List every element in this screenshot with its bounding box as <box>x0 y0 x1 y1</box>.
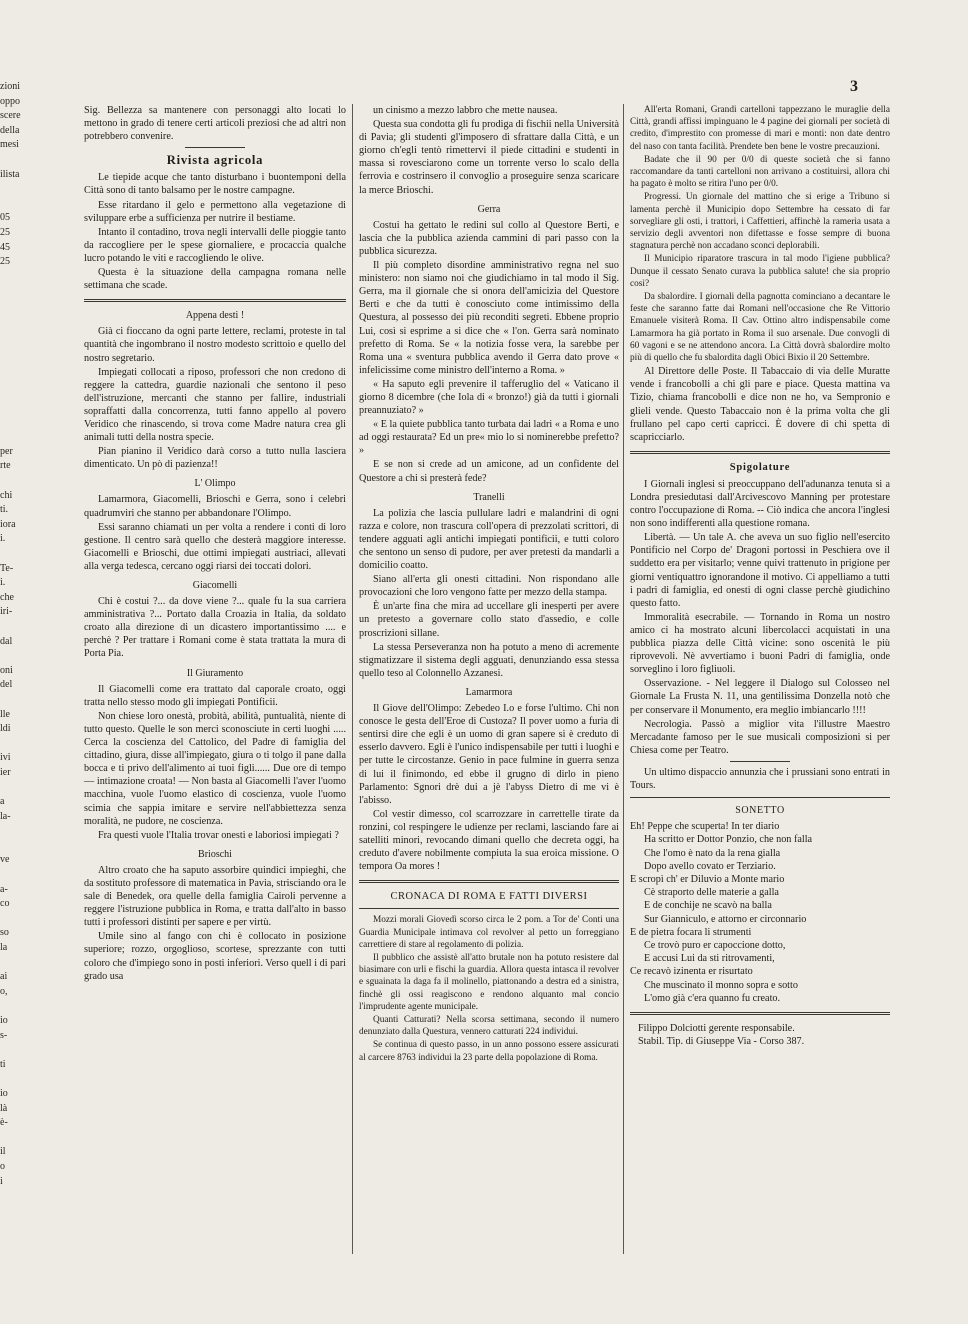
fragment-line: mesi <box>0 139 19 151</box>
paragraph: La stessa Perseveranza non ha potuto a meno di acremente stigmatizzare il sistema degli agguati, denunziando essa stessa quello teso al Colonnello Azzanesi. <box>359 641 619 679</box>
fragment-line <box>0 299 34 314</box>
paragraph: Immoralità esecrabile. — Tornando in Roma un nostro amico ci ha mostrato alcuni libercolacci acquistati in una pubblica piazza delle Città vicine: sono oscenità le più riprovevoli. Nè avvertiamo i buoni Padri di famiglia, onde sorveglino i loro figliuoli. <box>630 611 890 676</box>
giacomelli-body <box>84 595 346 660</box>
fragment-line <box>0 999 34 1014</box>
paragraph: Quanti Catturati? Nella scorsa settimana, secondo il numero denunziato dalla Questura, vennero catturati 224 individui. <box>359 1014 619 1038</box>
continued-brioschi-body <box>359 104 619 197</box>
column-rule <box>623 104 624 1254</box>
fragment-line: so <box>0 927 9 939</box>
fragment-line <box>0 839 34 854</box>
fragment-line: Te- <box>0 562 14 574</box>
fragment-line <box>0 956 34 971</box>
paragraph: Lamarmora, Giacomelli, Brioschi e Gerra, sono i celebri quadrumviri che stanno per abbandonare l'Olimpo. <box>84 494 346 519</box>
paragraph: È un'arte fina che mira ad uccellare gli inesperti per avere un pretesto a governare collo stato d'assedio, e colle proscrizioni sillane. <box>359 601 619 639</box>
progressi-paragraph: Progressi. Un giornale del mattino che si erige a Tribuno si lamenta perchè il Municipio dopo Settembre ha cessato di far sorvegliare gli osti, i trattori, i Caffettieri, affinchè la ramerìa usata a servizio degli avventori non difettasse e fosse sempre di buona stagnatura perchè non accadano sconci deplorabili. <box>630 192 890 252</box>
paragraph: Questa è la situazione della campagna romana nelle settimana che scade. <box>84 267 346 292</box>
fragment-line <box>0 357 34 372</box>
fragment-line: a <box>0 796 5 808</box>
divider <box>630 797 890 798</box>
fragment-line: s- <box>0 1029 8 1041</box>
fragment-line <box>0 372 34 387</box>
article-title-appena-desti: Appena desti ! <box>185 310 245 322</box>
giuramento-body <box>84 683 346 842</box>
continued-article-text: Sig. Bellezza sa mantenere con personaggi alto locati lo mettono in grado di tenere certi articoli preziosi che ad altri non potrebbero convenire. <box>84 105 346 143</box>
fragment-line: della <box>0 124 20 136</box>
paragraph: Libertà. — Un tale A. che aveva un suo figlio nell'esercito Pontificio nel Corpo de' Dragoni portossi in Peschiera ove il suddetto era per visitarlo; venne quivi trattenuto in prigione per giorni ventiquattro ignorandone il motivo. Ci appelliamo a tutti i padri di famiglia, ed onesti di ogni classe perchè giudichino questo fatto. <box>630 532 890 609</box>
sbalordire-paragraph: Da sbalordire. I giornali della pagnotta cominciano a decantare le feste che saranno fatte dai Romani nell'occasione che Re Vittorio Emanuele visiterà Roma. Il Cav. Ottino altro indispensabile come Lamarmora ha già portato in Roma il suo arsenale. Due convogli di 60 vagoni e se ne attendono ancora. La Città dovrà sbalordire molto più di quello che fu sbalordita dagli Obici Bixio il 20 Settembre. <box>630 292 890 364</box>
paragraph: E se non si crede ad un amicone, ad un confidente del Questore a chi si presterà fede? <box>359 459 619 484</box>
fragment-line <box>0 474 34 489</box>
fragment-line <box>0 401 34 416</box>
tranelli-body <box>359 507 619 680</box>
paragraph: Osservazione. - Nel leggere il Dialogo sul Colosseo nel Giornale La Frusta N. 11, una gentilissima Donzella notò che per conservare il Monumento, era meglio imbiancarlo !!!! <box>630 678 890 716</box>
fragment-line: del <box>0 679 13 691</box>
fragment-line: 05 <box>0 212 10 224</box>
fragment-line <box>0 314 34 329</box>
divider <box>359 880 619 883</box>
fragment-line <box>0 386 34 401</box>
fragment-line <box>0 1043 34 1058</box>
lamarmora-body <box>359 702 619 873</box>
fragment-line: i <box>0 1175 3 1187</box>
poem-line: E de conchije ne scavò na balla <box>644 900 772 912</box>
dispaccio-paragraph: Un ultimo dispaccio annunzia che i prussiani sono entrati in Tours. <box>630 766 890 791</box>
column-3 <box>630 104 890 1048</box>
poem-line: Che muscinato il monno sopra e sotto <box>644 979 798 991</box>
appena-body <box>84 325 346 471</box>
fragment-line: ldi <box>0 723 11 735</box>
fragment-line <box>0 912 34 927</box>
adjacent-page-fragments <box>0 80 34 1320</box>
divider <box>730 761 790 762</box>
fragment-line: oni <box>0 664 13 676</box>
article-title-giacomelli: Giacomelli <box>192 580 238 591</box>
fragment-line <box>0 328 34 343</box>
fragment-line: ve <box>0 854 10 866</box>
paragraph: Il Giacomelli come era trattato dal caporale croato, oggi tratta nello stesso modo gli impiegati Pontificii. <box>84 683 346 708</box>
paragraph: Col vestir dimesso, col scarrozzare in carrettelle tirate da ronzini, col respingere le udienze per reclami, lasciando fare ai satelliti minori, revocando dimani quello che decreta oggi, ha creduto d'avere nobilmente compiuta la sua eroica missione. O tempora Oa mores ! <box>359 808 619 873</box>
poem-line: Eh! Peppe che scuperta! In ter diario <box>630 821 780 833</box>
fragment-line <box>0 868 34 883</box>
poem-line: Ce trovò puro er capoccione dotto, <box>644 940 786 951</box>
paragraph: Badate che il 90 per 0/0 di queste società che si fanno raccomandare da tanti cartelloni non arrivano a costituirsi, allora chi ha pagato è molto se ritira l'uno per 0/0. <box>630 154 890 190</box>
fragment-line <box>0 343 34 358</box>
poem-line: Ha scritto er Dottor Ponzio, che non falla <box>644 834 813 846</box>
paragraph: Essi saranno chiamati un per volta a rendere i conti di loro gestione. Il centro sarà quello che desterà maggiore interesse. Giacomelli e Brioschi, due ottimi impiegati austriaci, allevati alla verga tedesca, cercano oggi riarsi dei toccati dolori. <box>84 521 346 572</box>
paragraph: Necrologia. Passò a miglior vita l'illustre Maestro Mercadante famoso per le sue musicali composizioni si per Chiesa come per Teatro. <box>630 718 890 756</box>
tipografia-line: Stabil. Tip. di Giuseppe Via - Corso 387. <box>638 1036 805 1048</box>
paragraph: Mozzi morali Giovedì scorso circa le 2 pom. a Tor de' Conti una Guardia Municipale intimava col revolver al petto un forreggiano carrettiere di stare al regolamento di polizia. <box>359 915 619 950</box>
paragraph: Le tiepide acque che tanto disturbano i buontemponi della Città sono di tanto balsamo per le nostre campagne. <box>84 172 346 197</box>
fragment-line <box>0 182 34 197</box>
paragraph: un cinismo a mezzo labbro che mette nausea. <box>373 105 558 116</box>
divider <box>630 451 890 454</box>
paragraph: « Ha saputo egli prevenire il tafferuglio del « Vaticano il giorno 8 dicembre (che Iola di « bronzo!) già da tutti i giornali preannuziato? » <box>359 378 619 417</box>
fragment-line <box>0 649 34 664</box>
fragment-line: co <box>0 898 10 910</box>
fragment-line <box>0 197 34 212</box>
fragment-line: la <box>0 942 8 954</box>
paragraph: Altro croato che ha saputo assorbire quindici impieghi, che da sostituto professore di matematica in Pavia, strisciando ora le sale di Benedek, ora quelle della famiglia Cairoli pervenne a reggere l'istruzione pubblica in Roma, e tratta dall'alto in basso tutti i professori distinti per sapere e per virtù. <box>84 864 346 929</box>
poem-line: E scropì ch' er Diluvio a Monte mario <box>630 873 785 885</box>
paragraph: All'erta Romani, Grandi cartelloni tappezzano le muraglie della Città, grandi affissi impinguano le 4 pagine dei giornali per società di credito, d'imprestito con promesse di mari e monti: non date dentro del naso con tanta facilità. Prendete ben bene le vostre precauzioni. <box>630 105 890 152</box>
column-rule <box>352 104 353 1254</box>
sonetto-body <box>630 820 890 1005</box>
fragment-line: a- <box>0 883 8 895</box>
divider <box>84 299 346 302</box>
fragment-line: dal <box>0 635 13 647</box>
fragment-line: la- <box>0 810 11 822</box>
fragment-line <box>0 153 34 168</box>
fragment-line <box>0 270 34 285</box>
paragraph: Questa sua condotta gli fu prodiga di fischii nella Università di Pavia; gli studenti gl'imposero di sfrattare dalla Città, e un giorno ch'egli tentò rimettervi il piede cittadini e studenti in massa si rovesciarono come un torrente verso lo scalo della ferrovia e costrinsero il convoglio a proseguire senza scaricare la merce Brioschi. <box>359 119 619 196</box>
paragraph: Esse ritardano il gelo e permettono alla vegetazione di sviluppare erbe a sufficienza per nutrire il bestiame. <box>84 199 346 224</box>
column-1 <box>84 104 346 984</box>
fragment-line: io <box>0 1087 8 1099</box>
article-title-gerra: Gerra <box>477 203 501 215</box>
column-2 <box>359 104 619 1065</box>
municipio-paragraph: Il Municipio riparatore trascura in tal modo l'igiene pubblica? Dunque il cessato Senato curava la pubblica salute! che sia proprio così? <box>630 254 890 289</box>
fragment-line <box>0 416 34 431</box>
fragment-line: chi <box>0 489 13 501</box>
fragment-line: è- <box>0 1117 8 1129</box>
fragment-line: il <box>0 1146 6 1158</box>
fragment-line <box>0 824 34 839</box>
paragraph: Il pubblico che assistè all'atto brutale non ha potuto resistere dal biasimare con urli e fischi la guardia. Allora questa intasca il revolver e sguainata la daga fa il molinello, piattonando a destra ed a sinistra, finchè gli ossi reagiscono e rendono alquanto mal concio l'imprudente agente municipale. <box>359 952 619 1012</box>
article-title-brioschi: Brioschi <box>198 848 232 860</box>
fragment-line <box>0 620 34 635</box>
fragment-line: che <box>0 591 14 603</box>
fragment-line: o, <box>0 985 8 997</box>
fragment-line <box>0 430 34 445</box>
divider <box>630 1012 890 1015</box>
fragment-line: 45 <box>0 241 10 253</box>
fragment-line: zioni <box>0 81 20 92</box>
fragment-line: iri- <box>0 606 13 618</box>
paragraph: Non chiese loro onestà, probità, abilità, puntualità, niente di tutto questo. Quelle le son merci sconosciute in certi luoghi ..... Cerca la coscienza del Cattolico, del Padre di famiglia del cittadino, giura, disse all'impiegato, giura o ti tolgo il pane dalla bocca e ti privo dell'alimento ai tuoi figli...... Due ore di tempo — intimazione croata! — Non basta al Giacomelli l'aver l'uomo macchina, vuole l'uomo elastico di coscienza, vuole l'uomo scimia che sappia imitare e servire nell'abbiettezza senza moralità, ne pudore, ne coscienza. <box>84 710 346 827</box>
fragment-line <box>0 737 34 752</box>
rivista-body <box>84 171 346 292</box>
paragraph: Se continua di questo passo, in un anno possono essere assicurati al carcere 8763 individui la 23 parte della popolazione di Roma. <box>359 1040 619 1063</box>
fragment-line: iora <box>0 518 16 530</box>
fragment-line: io <box>0 1015 8 1026</box>
poem-line: E de pietra focara li strumenti <box>630 926 752 938</box>
fragment-line: lle <box>0 708 10 720</box>
article-title-tranelli: Tranelli <box>473 491 505 503</box>
fragment-line: per <box>0 445 13 457</box>
paragraph: Costui ha gettato le redini sul collo al Questore Berti, e lascia che la pubblica azienda cammini di pari passo con la pubblica sicurezza. <box>359 219 619 257</box>
page-number: 3 <box>850 78 858 95</box>
fragment-line: ilista <box>0 168 20 180</box>
gerra-body <box>359 219 619 485</box>
olimpo-body <box>84 493 346 573</box>
fragment-line: 25 <box>0 226 10 238</box>
gerente-line: Filippo Dolciotti gerente responsabile. <box>638 1023 795 1035</box>
paragraph: « E la quiete pubblica tanto turbata dai ladri « a Roma e uno ad oggi restaurata? Ed un pre« mio lo si nominerebbe prefetto? » <box>359 419 619 457</box>
fragment-line <box>0 1072 34 1087</box>
sonetto-title: SONETTO <box>735 805 785 817</box>
fragment-line: i. <box>0 533 6 545</box>
divider <box>359 908 619 909</box>
paragraph: Pian pianino il Veridico darà corso a tutto nulla lasciera dimenticato. Un pò di pazienza!! <box>84 446 346 471</box>
poem-line: Dopo avello covato er Terziario. <box>644 860 776 872</box>
fragment-line: ti. <box>0 504 9 516</box>
poem-line: Ce recavò izinenta er risurtato <box>630 966 753 978</box>
fragment-line: ier <box>0 766 11 778</box>
paragraph: I Giornali inglesi si preoccuppano dell'adunanza tenuta si a Londra presiedutasi dall'Arcivescovo Manning per protestare contro l'occupazione di Roma. -- Ciò indica che ancora l'inglesi non sono indifferenti alla questione romana. <box>630 478 890 530</box>
section-title-spigolature: Spigolature <box>729 461 791 473</box>
fragment-line: ti <box>0 1058 6 1070</box>
paragraph: Chi è costui ?... da dove viene ?... quale fu la sua carriera amministrativa ?... Portato dalla Croazia in Italia, da soldato croato alla direzione di un dicastero importantissimo .... e perchè ? Per trattare i Romani come è stata trattata la mura di Porta Pia. <box>84 596 346 660</box>
article-title-olimpo: L' Olimpo <box>194 478 236 490</box>
poem-line: L'omo già c'era quanno fu creato. <box>644 992 781 1004</box>
poem-line: E accusi Lui da sti ritrovamenti, <box>644 953 775 965</box>
fragment-line: oppo <box>0 95 20 107</box>
fragment-line: ivi <box>0 752 11 764</box>
paragraph: Impiegati collocati a riposo, professori che non credono di reggere la cattedra, guardie nazionali che sentono il peso dell'istruzione, mercanti che stanno per fallire, industriali sopraffatti dalla concorrenza, tutti fanno appello al povero Veridico che rinascendo, si trova come Madre natura crea gli animali tutti della nostra specie. <box>84 366 346 444</box>
paragraph: La polizia che lascia pullulare ladri e malandrini di ogni razza e colore, non trascura coll'opera di prezzolati scrittori, di tendere agguati agli antichi impiegati pontificii, e tutti coloro che sentono un senso di pudore, per aver pretesti da mandarli a domicilio coatto. <box>359 507 619 572</box>
allerta-body <box>630 104 890 190</box>
divider <box>185 147 245 148</box>
fragment-line: rte <box>0 460 11 472</box>
paragraph: Il più completo disordine amministrativo regna nel suo ministero: non siamo noi che giudichiamo in tal modo il Sig. Gerra, ma il giornale che si onora dell'amicizia del Questore Berti e che da tutti è conosciuto come intimissimo della Questura, al possesso dei più reconditi segreti. Ebbene proprio Lui, così si esprime a si dice che « l'on. Gerra sarà nominato prefetto di Roma. Se « la notizia fosse vera, la sarebbe per Roma una « sventura pubblica avendo il Gerra dato prove « infelicissime come ministro dell'interno a Roma. » <box>359 260 619 376</box>
paragraph: Fra questi vuole l'Italia trovar onesti e laboriosi impiegati ? <box>98 829 339 841</box>
fragment-line <box>0 781 34 796</box>
poem-line: Che l'omo è nato da la rena gialla <box>644 847 781 859</box>
paragraph: Il Giove dell'Olimpo: Zebedeo I.o e forse l'ultimo. Chi non conosce le gesta dell'Eroe di Custoza? Il pover uomo a furia di sentirsi dire che egli è un uomo di gran sapere si è creduto di esserlo davvero. Egli è l'unico indispensabile per tutti i luoghi e per tutte le circostanze. Genio in pace fulmine in guerra senza di lui il finimondo, ed ebbe il grugno di dirlo in pieno Parlamento: Sgnori drè dui a jè l'abyss Dietro di me vi è l'abisso. <box>359 703 619 806</box>
paragraph: Intanto il contadino, trova negli intervalli delle pioggie tanto da raccogliere per le spese giornaliere, e procaccia qualche lucro potando le viti e raccogliendo le olive. <box>84 226 346 264</box>
cronaca-body <box>359 914 619 1063</box>
fragment-line <box>0 693 34 708</box>
poem-line: Cè straporto delle materie a galla <box>644 887 779 899</box>
fragment-line <box>0 547 34 562</box>
paragraph: Siano all'erta gli onesti cittadini. Non rispondano alle provocazioni che loro vengono fatte per mezzo della stampa. <box>359 574 619 599</box>
section-title-cronaca: CRONACA DI ROMA E FATTI DIVERSI <box>390 891 588 903</box>
brioschi-body <box>84 864 346 983</box>
poem-line: Sur Gianniculo, e attorno er circonnario <box>644 913 807 925</box>
fragment-line: o <box>0 1160 5 1172</box>
fragment-line: 25 <box>0 256 10 268</box>
paragraph: Già ci fioccano da ogni parte lettere, reclami, proteste in tal quantità che ingombrano il nostro modesto scrittoio e quello del nostro segretario. <box>84 326 346 364</box>
fragment-line: scere <box>0 110 21 122</box>
fragment-line: là <box>0 1102 8 1114</box>
spigolature-body <box>630 478 890 757</box>
fragment-line: ai <box>0 971 8 983</box>
poste-paragraph: Al Direttore delle Poste. Il Tabaccaio di via delle Muratte vende i francobolli a chi gli pare e piace. Questa mattina va Tizio, chiama francobolli e dice non ne ho, va Sempronio e glieli vende. Questo Tabaccaio non è la prima volta che gli frullano pel capo certi capricci. È dovere di chi spetta di scapricciarlo. <box>630 366 890 443</box>
article-title-giuramento: Il Giuramento <box>186 667 244 679</box>
fragment-line <box>0 1131 34 1146</box>
fragment-line: i. <box>0 577 6 589</box>
article-title-lamarmora: Lamarmora <box>465 686 513 698</box>
paragraph: Umile sino al fango con chi è collocato in posizione superiore; rozzo, orgoglioso, scortese, sprezzante con tutti coloro che d'impiego sono in posti inferiori. Verso quell i di pari grado usa <box>84 931 346 982</box>
section-title-rivista-agricola: Rivista agricola <box>166 153 264 168</box>
fragment-line <box>0 284 34 299</box>
